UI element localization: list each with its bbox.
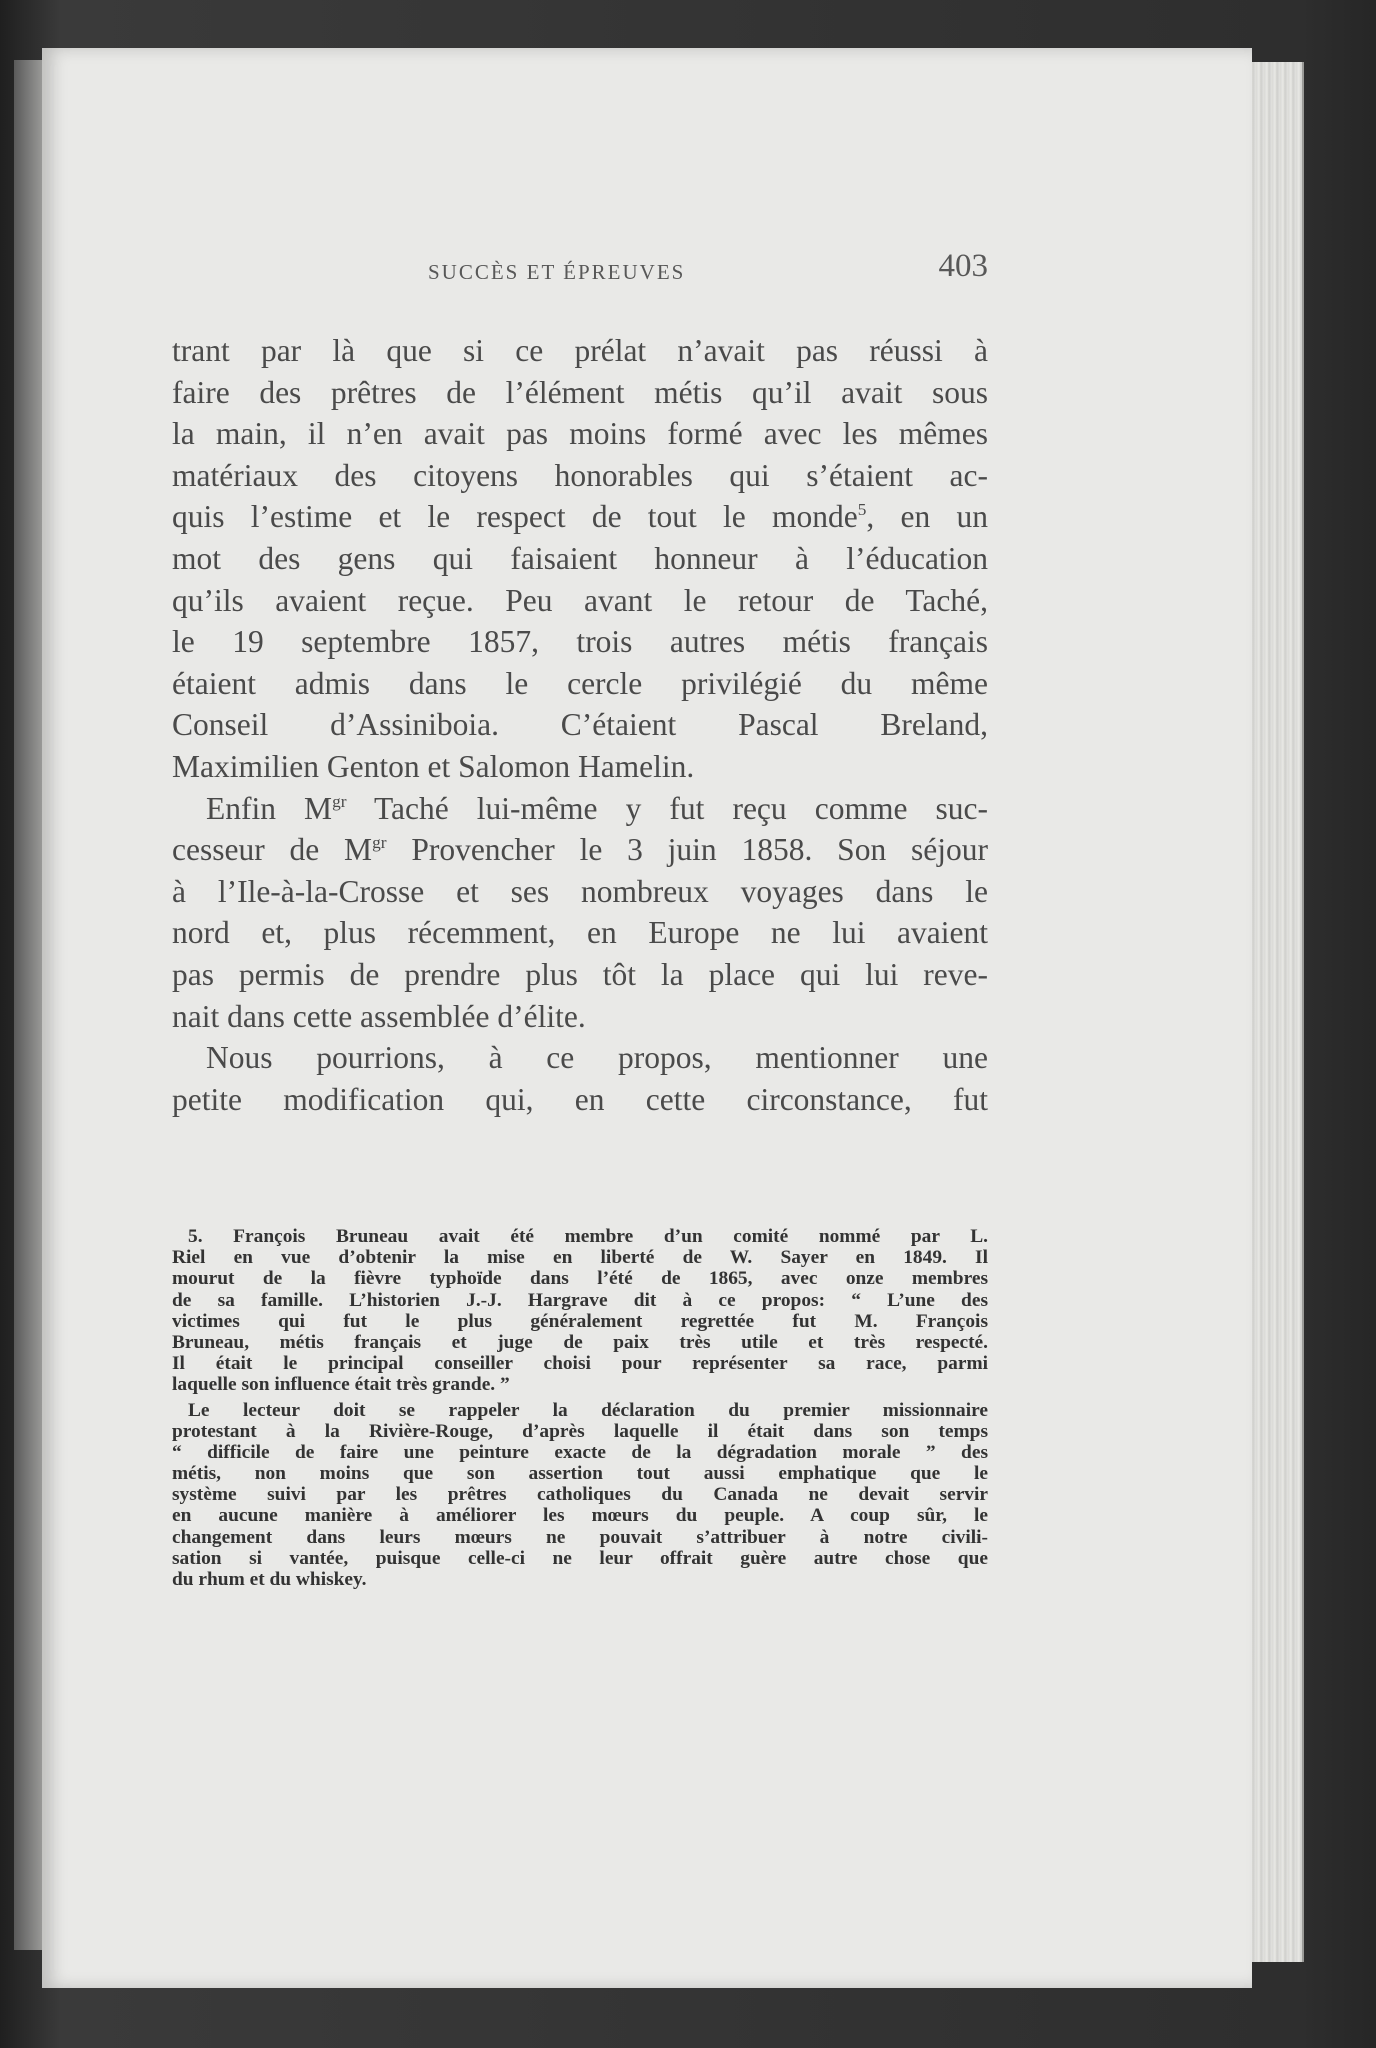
text-line: mot des gens qui faisaient honneur à l’éducation: [172, 540, 988, 576]
footnote-line: “ difficile de faire une peinture exacte de la dégradation morale ” des: [172, 1441, 988, 1463]
running-head: [172, 244, 988, 294]
binding-shadow: [14, 60, 44, 1950]
footnote-line: Riel en vue d’obtenir la mise en liberté de W. Sayer en 1849. Il: [172, 1247, 988, 1269]
footnote-line: du rhum et du whiskey.: [172, 1569, 367, 1590]
text-fragment: quis l’estime et le respect de tout le monde: [172, 499, 858, 535]
text-line: Conseil d’Assiniboia. C’étaient Pascal Breland,: [172, 707, 988, 743]
footnote-line: Le lecteur doit se rappeler la déclaration du premier missionnaire: [188, 1399, 988, 1421]
footnote-line: sation si vantée, puisque celle-ci ne leur offrait guère autre chose que: [172, 1547, 988, 1569]
text-fragment: , en un: [866, 499, 988, 535]
footnote-line: protestant à la Rivière-Rouge, d’après laquelle il était dans son temps: [172, 1420, 988, 1442]
running-title: SUCCÈS ET ÉPREUVES: [428, 260, 686, 284]
footnote-line: métis, non moins que son assertion tout aussi emphatique que le: [172, 1463, 988, 1485]
text-line: qu’ils avaient reçue. Peu avant le retour de Taché,: [172, 582, 988, 618]
text-line: [172, 496, 988, 538]
main-text: [172, 330, 988, 1120]
text-line: Maximilien Genton et Salomon Hamelin.: [172, 748, 695, 784]
footnote-line: de sa famille. L’historien J.-J. Hargrave dit à ce propos: “ L’une des: [172, 1289, 988, 1311]
text-line: Nous pourrions, à ce propos, mentionner une: [206, 1040, 988, 1076]
footnote-line: laquelle son influence était très grande. ”: [172, 1374, 510, 1396]
text-line: [172, 788, 988, 830]
text-line: nord et, plus récemment, en Europe ne lui avaient: [172, 915, 988, 951]
footnote-line: mourut de la fièvre typhoïde dans l’été de 1865, avec onze membres: [172, 1268, 988, 1290]
text-line: petite modification qui, en cette circonstance, fut: [172, 1081, 988, 1117]
footnote-line: Il était le principal conseiller choisi pour représenter sa race, parmi: [172, 1353, 988, 1375]
text-line: [172, 829, 988, 871]
footnote-reference: 5: [857, 500, 867, 520]
text-line: la main, il n’en avait pas moins formé avec les mêmes: [172, 416, 988, 452]
superscript: gr: [332, 791, 347, 811]
text-fragment: cesseur de M: [172, 832, 373, 868]
text-fragment: Provencher le 3 juin 1858. Son séjour: [386, 832, 988, 868]
footnote-line: victimes qui fut le plus généralement regrettée fut M. François: [172, 1310, 988, 1332]
text-line: à l’Ile-à-la-Crosse et ses nombreux voyages dans le: [172, 873, 988, 909]
text-line: trant par là que si ce prélat n’avait pas réussi à: [172, 333, 988, 368]
text-line: nait dans cette assemblée d’élite.: [172, 998, 586, 1034]
page-number: 403: [938, 248, 988, 284]
footnote-line: Bruneau, métis français et juge de paix très utile et très respecté.: [172, 1331, 988, 1353]
text-line: le 19 septembre 1857, trois autres métis français: [172, 624, 988, 660]
footnote-line: système suivi par les prêtres catholiques du Canada ne devait servir: [172, 1484, 988, 1506]
text-line: pas permis de prendre plus tôt la place qui lui reve-: [172, 956, 988, 992]
footnote-line: 5. François Bruneau avait été membre d’un comité nommé par L.: [188, 1226, 988, 1247]
footnote-line: en aucune manière à améliorer les mœurs du peuple. A coup sûr, le: [172, 1505, 988, 1527]
footnote-line: changement dans leurs mœurs ne pouvait s’attribuer à notre civili-: [172, 1526, 988, 1548]
footnotes: [172, 1226, 988, 1590]
text-fragment: Enfin M: [206, 790, 333, 826]
text-line: étaient admis dans le cercle privilégié du même: [172, 665, 988, 701]
text-line: faire des prêtres de l’élément métis qu’il avait sous: [172, 374, 988, 410]
superscript: gr: [372, 833, 387, 852]
text-line: matériaux des citoyens honorables qui s’étaient ac-: [172, 457, 988, 493]
text-fragment: Taché lui-même y fut reçu comme suc-: [346, 790, 988, 826]
